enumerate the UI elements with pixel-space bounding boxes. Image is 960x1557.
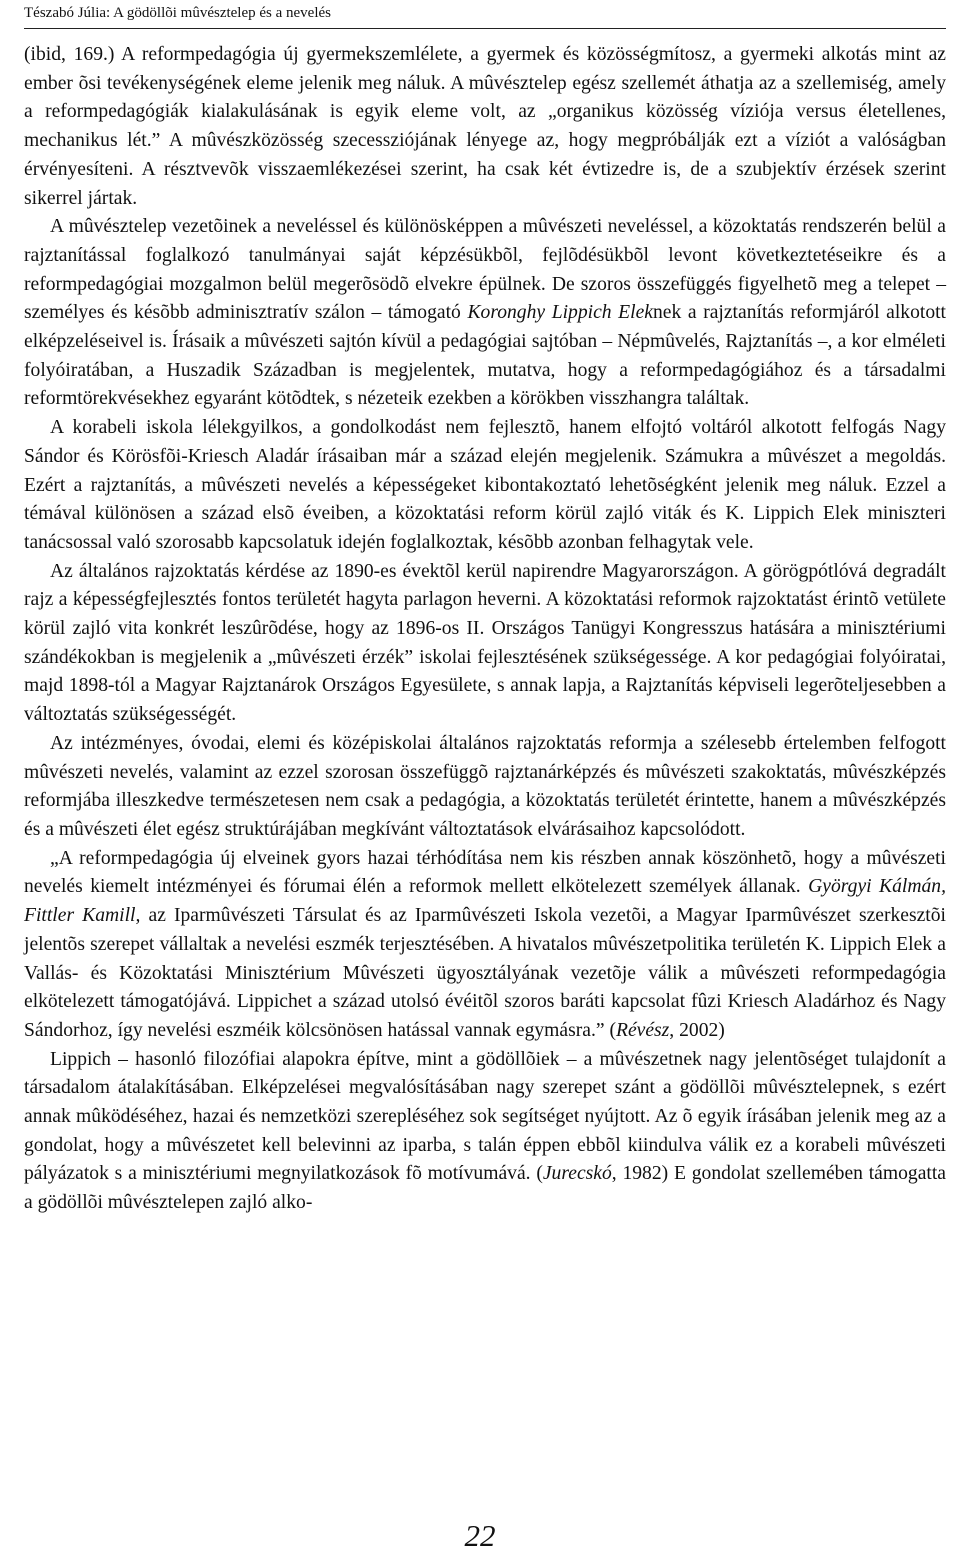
page-number: 22	[464, 1518, 496, 1553]
citation-author: Jurecskó	[542, 1163, 612, 1185]
paragraph-text: Az általános rajzoktatás kérdése az 1890-es évektõl kerül napirendre Magyarországon. A görögpótlóvá degradált rajz a képességfejlesztés fontos területét hagyta parlagon heverni. A közoktatási reformok rajzoktatást érintõ vetülete körül zajló vita konkrét leszûrõdése, hogy az 1896-os II. Országos Tanügyi Kongresszus hatására a minisztériumi szándékokban is megjelenik a „mûvészeti érzék” iskolai fejlesztésének szükségessége. A kor pedagógiai folyóiratai, majd 1898-tól a Magyar Rajztanárok Országos Egyesülete, s annak lapja, a Rajztanítás képviseli legerõteljesebben a változtatás szükségességét.	[24, 560, 946, 726]
paragraph-3	[24, 414, 946, 558]
paragraph-2	[24, 213, 946, 414]
paragraph-4	[24, 558, 946, 730]
paragraph-5	[24, 730, 946, 845]
paragraph-text: Lippich – hasonló filozófiai alapokra építve, mint a gödöllõiek – a mûvészetnek nagy jelentõséget tulajdonít a társadalom átalakításában. Elképzelései megvalósításában nagy szerepet szánt a gödöllõi mûvésztelepnek, s ezért annak mûködéséhez, hazai és nemzetközi szerepléséhez sok segítséget nyújtott. Az õ egyik írásában jelenik meg az a gondolat, hogy a mûvészetet kell belevinni az iparba, s talán éppen ebbõl kiindulva válik ez a korabeli mûvészeti pályázatok s a minisztériumi megnyilatkozások fõ motívumává. (	[24, 1048, 946, 1185]
body-text	[24, 41, 946, 1218]
paragraph-7	[24, 1046, 946, 1218]
citation-year: , 2002)	[669, 1019, 725, 1041]
author-name: Koronghy Lippich Elek	[467, 302, 653, 324]
paragraph-text: az Iparmûvészeti Társulat és az Iparmûvészeti Iskola vezetõi, a Magyar Iparmûvészet szerkesztõi jelentõs szerepet vállaltak a nevelési eszmék terjesztésében. A hivatalos mûvészetpolitika területén K. Lippich Elek a Vallás- és Közoktatási Minisztérium Mûvészeti ügyosztályának vezetõje válik a mûvészeti reformpedagógia elkötelezett támogatójává. Lippichet a század utolsó évéitõl szoros baráti kapcsolat fûzi Kriesch Aladárhoz és Nagy Sándorhoz, így nevelési eszméik kölcsönösen hatással vannak egymásra.” (	[24, 905, 946, 1041]
paragraph-text: A mûvésztelep vezetõinek a neveléssel és különösképpen a mûvészeti neveléssel, a közoktatás rendszerén belül a rajztanítással foglalkozó tanulmányai saját képzésükbõl, fejlõdésükbõl levont következtetéseikre és a reformpedagógiai mozgalmon belül megerõsödõ elvekre épülnek. De szoros összefüggés figyelhetõ meg a telepet – személyes és késõbb adminisztratív szálon – támogató	[24, 216, 946, 324]
paragraph-6	[24, 845, 946, 1046]
paragraph-text: Az intézményes, óvodai, elemi és középiskolai általános rajzoktatás reformja a szélesebb értelemben felfogott mûvészeti nevelés, valamint az ezzel szorosan összefüggõ rajztanárképzés és mûvészeti szakoktatás, mûvészképzés reformjába illeszkedve természetesen nem csak a pedagógia, a közoktatás területét érintette, hanem a mûvészképzés és a mûvészeti élet egész struktúrájában megkívánt változtatások elvárásaihoz kapcsolódott.	[24, 732, 946, 840]
citation-author: Révész	[615, 1019, 670, 1041]
author-names: Györgyi Kálmán, Fittler Kamill,	[24, 876, 946, 927]
paragraph-text: A korabeli iskola lélekgyilkos, a gondolkodást nem fejlesztõ, hanem elfojtó voltáról alkotott felfogás Nagy Sándor és Körösfõi-Kriesch Aladár írásaiban már a század elején megjelenik. Számukra a mûvészet a megoldás. Ezért a rajztanítás, a mûvészeti nevelés a képességeket kibontakoztató lehetõségként jelenik meg náluk. Ezzel a témával különösen a század elsõ éveiben, a közoktatási reform körül zajló viták és K. Lippich Elek miniszteri tanácsossal való szorosabb kapcsolatuk idején foglalkoztak, késõbb azonban felhagytak vele.	[24, 417, 946, 553]
paragraph-text: (ibid, 169.) A reformpedagógia új gyermekszemlélete, a gyermek és közösségmítosz, a gyermeki alkotás mint az ember õsi tevékenységének eleme jelenik meg náluk. A mûvésztelep egész szellemét áthatja az a szellemiség, amely a reformpedagógiák kialakulásának is egyik eleme volt, az „organikus közösség víziója versus életellenes, mechanikus lét.” A mûvészközösség szecessziójának lényege az, hogy megpróbálják ezt a víziót a valóságban érvényesíteni. A résztvevõk visszaemlékezései szerint, ha csak két évtizedre is, de a szubjektív érzések szerint sikerrel jártak.	[24, 44, 946, 209]
paragraph-text: nek a rajztanítás reformjáról alkotott elképzeléseivel is. Írásaik a mûvészeti sajtón kívül a pedagógiai sajtóban – Népmûvelés, Rajztanítás –, a kor elméleti folyóiratában, a Huszadik Században is megjelentek, mutatva, hogy a reformpedagógiához és a társadalmi reformtörekvésekhez egyaránt kötõdtek, s nézeteik ezekben a körökben visszhangra találtak.	[24, 302, 946, 410]
paragraph-text: , 1982) E gondolat szellemében támogatta a gödöllõi mûvésztelepen zajló alko-	[24, 1163, 946, 1214]
paragraph-text: „A reformpedagógia új elveinek gyors hazai térhódítása nem kis részben annak köszönhetõ, hogy a mûvészeti nevelés kiemelt intézményei és fórumai élén a reformok mellett elkötelezett személyek állanak.	[24, 847, 946, 898]
paragraph-1	[24, 41, 946, 213]
running-header: Tészabó Júlia: A gödöllõi mûvésztelep és a nevelés	[24, 5, 332, 21]
header-rule	[24, 28, 946, 29]
